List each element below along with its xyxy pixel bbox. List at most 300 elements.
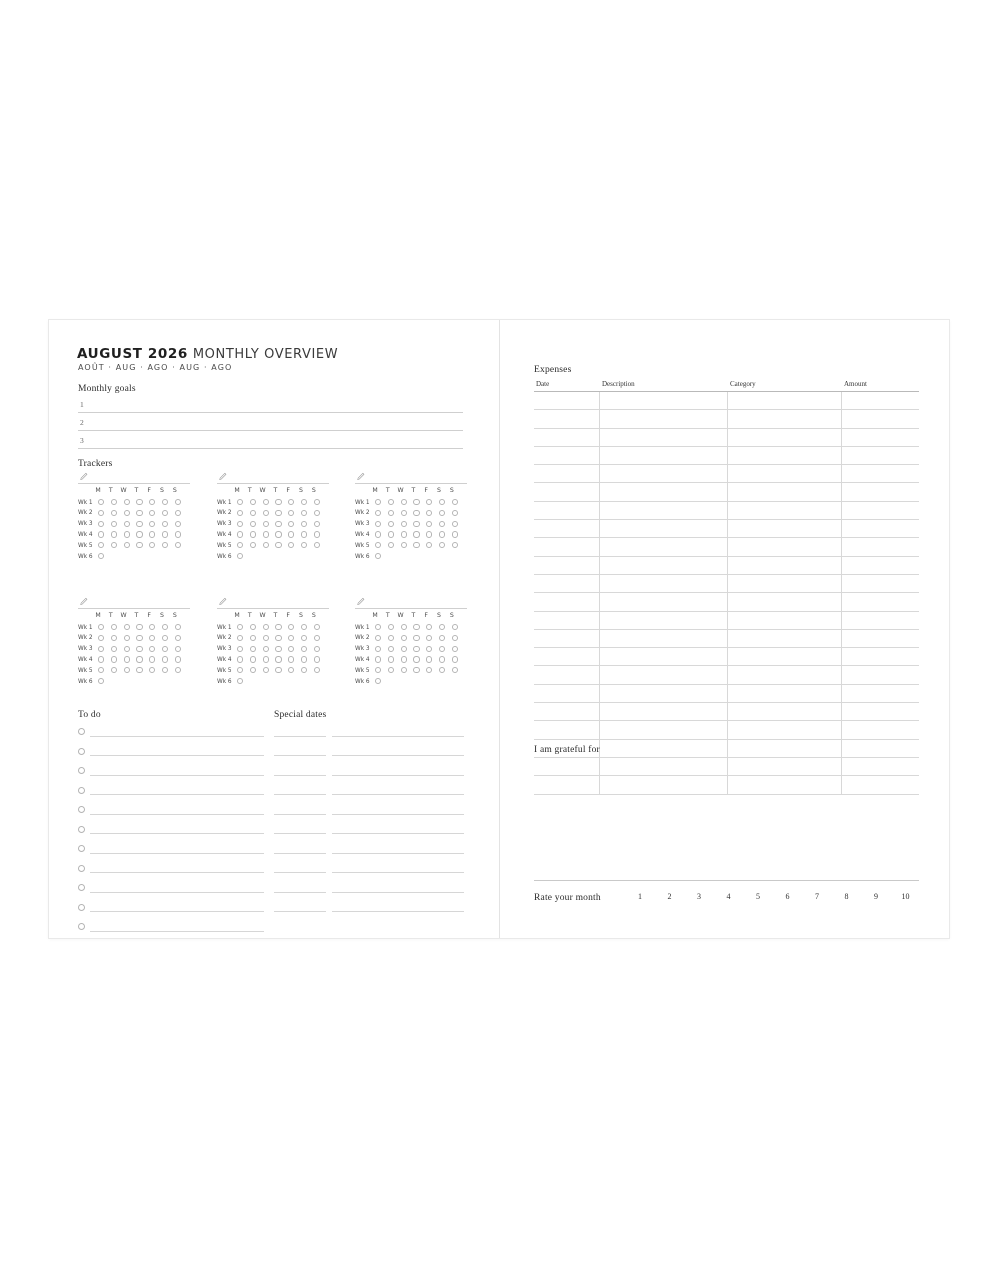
tracker-day-checkbox[interactable] xyxy=(136,656,142,662)
tracker-day-checkbox[interactable] xyxy=(149,624,155,630)
tracker-day-checkbox[interactable] xyxy=(98,542,104,548)
tracker-day-checkbox[interactable] xyxy=(288,531,294,537)
tracker-day-checkbox[interactable] xyxy=(175,499,181,505)
tracker-day-checkbox[interactable] xyxy=(401,510,407,516)
todo-checkbox[interactable] xyxy=(78,826,85,833)
tracker-day-checkbox[interactable] xyxy=(124,656,130,662)
special-date-item[interactable] xyxy=(274,801,464,821)
tracker-day-checkbox[interactable] xyxy=(314,499,320,505)
tracker-day-checkbox[interactable] xyxy=(288,656,294,662)
tracker-day-checkbox[interactable] xyxy=(314,521,320,527)
tracker-day-checkbox[interactable] xyxy=(301,667,307,673)
todo-writing-line[interactable] xyxy=(90,918,264,932)
tracker-day-checkbox[interactable] xyxy=(413,646,419,652)
expenses-row[interactable] xyxy=(534,593,919,611)
tracker-day-checkbox[interactable] xyxy=(301,656,307,662)
tracker-day-checkbox[interactable] xyxy=(250,635,256,641)
expenses-row[interactable] xyxy=(534,630,919,648)
tracker-day-checkbox[interactable] xyxy=(314,667,320,673)
tracker-title-input[interactable] xyxy=(78,472,190,484)
special-date-text-field[interactable] xyxy=(332,782,464,796)
tracker-day-checkbox[interactable] xyxy=(301,510,307,516)
tracker-day-checkbox[interactable] xyxy=(426,499,432,505)
todo-item[interactable] xyxy=(78,879,264,899)
todo-writing-line[interactable] xyxy=(90,860,264,874)
tracker-day-checkbox[interactable] xyxy=(388,531,394,537)
tracker-day-checkbox[interactable] xyxy=(452,646,458,652)
tracker-day-checkbox[interactable] xyxy=(149,667,155,673)
tracker-day-checkbox[interactable] xyxy=(275,510,281,516)
tracker-day-checkbox[interactable] xyxy=(136,667,142,673)
tracker-day-checkbox[interactable] xyxy=(413,499,419,505)
tracker-day-checkbox[interactable] xyxy=(175,635,181,641)
tracker-day-checkbox[interactable] xyxy=(452,635,458,641)
tracker-day-checkbox[interactable] xyxy=(288,499,294,505)
tracker-day-checkbox[interactable] xyxy=(263,510,269,516)
tracker-day-checkbox[interactable] xyxy=(314,542,320,548)
tracker-day-checkbox[interactable] xyxy=(288,521,294,527)
special-date-date-field[interactable] xyxy=(274,821,326,835)
tracker-day-checkbox[interactable] xyxy=(426,656,432,662)
tracker-day-checkbox[interactable] xyxy=(426,624,432,630)
tracker-day-checkbox[interactable] xyxy=(275,656,281,662)
tracker-day-checkbox[interactable] xyxy=(375,542,381,548)
tracker-day-checkbox[interactable] xyxy=(98,667,104,673)
tracker-day-checkbox[interactable] xyxy=(263,624,269,630)
rate-option[interactable]: 4 xyxy=(726,892,731,901)
tracker-day-checkbox[interactable] xyxy=(375,678,381,684)
tracker-day-checkbox[interactable] xyxy=(401,542,407,548)
tracker-day-checkbox[interactable] xyxy=(452,510,458,516)
tracker-day-checkbox[interactable] xyxy=(413,656,419,662)
tracker-day-checkbox[interactable] xyxy=(375,510,381,516)
tracker-day-checkbox[interactable] xyxy=(426,542,432,548)
tracker-day-checkbox[interactable] xyxy=(124,667,130,673)
tracker-day-checkbox[interactable] xyxy=(98,678,104,684)
special-date-item[interactable] xyxy=(274,899,464,919)
rate-option[interactable]: 7 xyxy=(815,892,819,901)
tracker-day-checkbox[interactable] xyxy=(413,667,419,673)
tracker-title-input[interactable] xyxy=(355,472,467,484)
tracker-day-checkbox[interactable] xyxy=(263,656,269,662)
tracker-day-checkbox[interactable] xyxy=(162,542,168,548)
goal-row[interactable] xyxy=(78,397,463,413)
tracker-day-checkbox[interactable] xyxy=(275,624,281,630)
expenses-row[interactable] xyxy=(534,447,919,465)
tracker-day-checkbox[interactable] xyxy=(237,656,243,662)
special-date-date-field[interactable] xyxy=(274,840,326,854)
special-date-text-field[interactable] xyxy=(332,801,464,815)
tracker-day-checkbox[interactable] xyxy=(162,635,168,641)
tracker-day-checkbox[interactable] xyxy=(388,510,394,516)
tracker-day-checkbox[interactable] xyxy=(388,521,394,527)
special-date-item[interactable] xyxy=(274,821,464,841)
tracker-day-checkbox[interactable] xyxy=(175,521,181,527)
tracker-day-checkbox[interactable] xyxy=(375,553,381,559)
tracker-day-checkbox[interactable] xyxy=(237,553,243,559)
tracker-day-checkbox[interactable] xyxy=(111,656,117,662)
expenses-row[interactable] xyxy=(534,685,919,703)
special-date-item[interactable] xyxy=(274,723,464,743)
tracker-day-checkbox[interactable] xyxy=(136,646,142,652)
todo-item[interactable] xyxy=(78,860,264,880)
tracker-day-checkbox[interactable] xyxy=(162,531,168,537)
tracker-day-checkbox[interactable] xyxy=(388,624,394,630)
todo-item[interactable] xyxy=(78,782,264,802)
tracker-day-checkbox[interactable] xyxy=(375,656,381,662)
expenses-row[interactable] xyxy=(534,520,919,538)
expenses-row[interactable] xyxy=(534,538,919,556)
tracker-day-checkbox[interactable] xyxy=(237,678,243,684)
tracker-day-checkbox[interactable] xyxy=(301,531,307,537)
tracker-day-checkbox[interactable] xyxy=(237,499,243,505)
tracker-day-checkbox[interactable] xyxy=(413,531,419,537)
tracker-day-checkbox[interactable] xyxy=(263,521,269,527)
tracker-day-checkbox[interactable] xyxy=(250,667,256,673)
special-date-date-field[interactable] xyxy=(274,899,326,913)
tracker-day-checkbox[interactable] xyxy=(401,531,407,537)
expenses-row[interactable] xyxy=(534,648,919,666)
tracker-day-checkbox[interactable] xyxy=(314,656,320,662)
tracker-day-checkbox[interactable] xyxy=(401,635,407,641)
rate-option[interactable]: 2 xyxy=(667,892,672,901)
tracker-day-checkbox[interactable] xyxy=(237,667,243,673)
tracker-day-checkbox[interactable] xyxy=(136,542,142,548)
tracker-day-checkbox[interactable] xyxy=(237,531,243,537)
tracker-day-checkbox[interactable] xyxy=(301,635,307,641)
tracker-day-checkbox[interactable] xyxy=(413,542,419,548)
tracker-day-checkbox[interactable] xyxy=(124,521,130,527)
tracker-day-checkbox[interactable] xyxy=(275,521,281,527)
todo-checkbox[interactable] xyxy=(78,845,85,852)
special-date-text-field[interactable] xyxy=(332,899,464,913)
tracker-day-checkbox[interactable] xyxy=(237,635,243,641)
tracker-day-checkbox[interactable] xyxy=(263,542,269,548)
special-date-item[interactable] xyxy=(274,879,464,899)
tracker-day-checkbox[interactable] xyxy=(263,646,269,652)
special-date-date-field[interactable] xyxy=(274,782,326,796)
tracker-day-checkbox[interactable] xyxy=(439,510,445,516)
tracker-day-checkbox[interactable] xyxy=(111,542,117,548)
tracker-day-checkbox[interactable] xyxy=(136,531,142,537)
todo-checkbox[interactable] xyxy=(78,884,85,891)
tracker-day-checkbox[interactable] xyxy=(452,656,458,662)
tracker-title-input[interactable] xyxy=(217,472,329,484)
expenses-row[interactable] xyxy=(534,703,919,721)
tracker-day-checkbox[interactable] xyxy=(124,646,130,652)
tracker-day-checkbox[interactable] xyxy=(237,510,243,516)
tracker-day-checkbox[interactable] xyxy=(314,635,320,641)
todo-checkbox[interactable] xyxy=(78,748,85,755)
tracker-day-checkbox[interactable] xyxy=(98,635,104,641)
todo-writing-line[interactable] xyxy=(90,782,264,796)
tracker-day-checkbox[interactable] xyxy=(426,646,432,652)
tracker-day-checkbox[interactable] xyxy=(452,531,458,537)
tracker-day-checkbox[interactable] xyxy=(288,635,294,641)
tracker-day-checkbox[interactable] xyxy=(111,499,117,505)
todo-writing-line[interactable] xyxy=(90,723,264,737)
tracker-day-checkbox[interactable] xyxy=(426,531,432,537)
tracker-day-checkbox[interactable] xyxy=(124,635,130,641)
expenses-row[interactable] xyxy=(534,483,919,501)
tracker-day-checkbox[interactable] xyxy=(111,624,117,630)
todo-item[interactable] xyxy=(78,840,264,860)
tracker-day-checkbox[interactable] xyxy=(175,510,181,516)
tracker-day-checkbox[interactable] xyxy=(149,646,155,652)
special-date-date-field[interactable] xyxy=(274,743,326,757)
tracker-day-checkbox[interactable] xyxy=(388,542,394,548)
tracker-day-checkbox[interactable] xyxy=(237,624,243,630)
tracker-day-checkbox[interactable] xyxy=(263,499,269,505)
tracker-day-checkbox[interactable] xyxy=(263,667,269,673)
tracker-day-checkbox[interactable] xyxy=(111,521,117,527)
expenses-row[interactable] xyxy=(534,776,919,794)
special-date-date-field[interactable] xyxy=(274,801,326,815)
tracker-day-checkbox[interactable] xyxy=(136,499,142,505)
goal-row[interactable] xyxy=(78,433,463,449)
tracker-day-checkbox[interactable] xyxy=(175,624,181,630)
tracker-day-checkbox[interactable] xyxy=(452,521,458,527)
tracker-day-checkbox[interactable] xyxy=(288,624,294,630)
tracker-day-checkbox[interactable] xyxy=(98,656,104,662)
tracker-day-checkbox[interactable] xyxy=(375,531,381,537)
rate-option[interactable]: 5 xyxy=(756,892,760,901)
tracker-day-checkbox[interactable] xyxy=(149,656,155,662)
tracker-day-checkbox[interactable] xyxy=(250,531,256,537)
todo-item[interactable] xyxy=(78,723,264,743)
tracker-day-checkbox[interactable] xyxy=(175,542,181,548)
rate-option[interactable]: 6 xyxy=(785,892,790,901)
special-date-date-field[interactable] xyxy=(274,860,326,874)
tracker-day-checkbox[interactable] xyxy=(314,531,320,537)
tracker-day-checkbox[interactable] xyxy=(439,521,445,527)
todo-writing-line[interactable] xyxy=(90,879,264,893)
tracker-day-checkbox[interactable] xyxy=(263,635,269,641)
tracker-day-checkbox[interactable] xyxy=(401,499,407,505)
rate-option[interactable]: 9 xyxy=(874,892,878,901)
todo-item[interactable] xyxy=(78,899,264,919)
tracker-day-checkbox[interactable] xyxy=(149,542,155,548)
todo-checkbox[interactable] xyxy=(78,923,85,930)
tracker-day-checkbox[interactable] xyxy=(314,624,320,630)
tracker-day-checkbox[interactable] xyxy=(111,667,117,673)
tracker-day-checkbox[interactable] xyxy=(413,521,419,527)
tracker-day-checkbox[interactable] xyxy=(263,531,269,537)
tracker-day-checkbox[interactable] xyxy=(375,499,381,505)
tracker-day-checkbox[interactable] xyxy=(149,531,155,537)
tracker-day-checkbox[interactable] xyxy=(175,667,181,673)
tracker-title-input[interactable] xyxy=(78,597,190,609)
tracker-day-checkbox[interactable] xyxy=(426,667,432,673)
todo-writing-line[interactable] xyxy=(90,762,264,776)
special-date-item[interactable] xyxy=(274,782,464,802)
special-date-text-field[interactable] xyxy=(332,879,464,893)
expenses-row[interactable] xyxy=(534,410,919,428)
tracker-day-checkbox[interactable] xyxy=(388,667,394,673)
tracker-day-checkbox[interactable] xyxy=(124,499,130,505)
tracker-day-checkbox[interactable] xyxy=(401,624,407,630)
tracker-day-checkbox[interactable] xyxy=(452,542,458,548)
tracker-day-checkbox[interactable] xyxy=(413,635,419,641)
tracker-day-checkbox[interactable] xyxy=(275,531,281,537)
tracker-day-checkbox[interactable] xyxy=(426,521,432,527)
tracker-day-checkbox[interactable] xyxy=(250,510,256,516)
tracker-day-checkbox[interactable] xyxy=(111,635,117,641)
tracker-day-checkbox[interactable] xyxy=(162,656,168,662)
special-date-item[interactable] xyxy=(274,762,464,782)
expenses-row[interactable] xyxy=(534,575,919,593)
special-date-date-field[interactable] xyxy=(274,762,326,776)
tracker-day-checkbox[interactable] xyxy=(250,499,256,505)
special-date-text-field[interactable] xyxy=(332,762,464,776)
expenses-row[interactable] xyxy=(534,465,919,483)
expenses-row[interactable] xyxy=(534,758,919,776)
tracker-day-checkbox[interactable] xyxy=(98,646,104,652)
tracker-day-checkbox[interactable] xyxy=(136,521,142,527)
tracker-day-checkbox[interactable] xyxy=(452,499,458,505)
tracker-day-checkbox[interactable] xyxy=(175,656,181,662)
expenses-row[interactable] xyxy=(534,392,919,410)
tracker-day-checkbox[interactable] xyxy=(401,656,407,662)
tracker-day-checkbox[interactable] xyxy=(426,635,432,641)
special-date-item[interactable] xyxy=(274,860,464,880)
todo-checkbox[interactable] xyxy=(78,865,85,872)
tracker-day-checkbox[interactable] xyxy=(98,553,104,559)
tracker-day-checkbox[interactable] xyxy=(439,542,445,548)
tracker-day-checkbox[interactable] xyxy=(275,646,281,652)
tracker-day-checkbox[interactable] xyxy=(388,635,394,641)
tracker-day-checkbox[interactable] xyxy=(111,531,117,537)
todo-item[interactable] xyxy=(78,762,264,782)
tracker-day-checkbox[interactable] xyxy=(124,542,130,548)
tracker-day-checkbox[interactable] xyxy=(124,510,130,516)
rate-option[interactable]: 10 xyxy=(901,892,910,901)
todo-item[interactable] xyxy=(78,918,264,938)
tracker-day-checkbox[interactable] xyxy=(250,646,256,652)
tracker-day-checkbox[interactable] xyxy=(439,499,445,505)
tracker-day-checkbox[interactable] xyxy=(275,499,281,505)
tracker-day-checkbox[interactable] xyxy=(401,646,407,652)
tracker-day-checkbox[interactable] xyxy=(237,542,243,548)
tracker-day-checkbox[interactable] xyxy=(388,646,394,652)
tracker-title-input[interactable] xyxy=(217,597,329,609)
tracker-day-checkbox[interactable] xyxy=(98,531,104,537)
special-date-text-field[interactable] xyxy=(332,840,464,854)
expenses-row[interactable] xyxy=(534,721,919,739)
tracker-day-checkbox[interactable] xyxy=(237,521,243,527)
tracker-day-checkbox[interactable] xyxy=(111,646,117,652)
tracker-day-checkbox[interactable] xyxy=(439,667,445,673)
tracker-day-checkbox[interactable] xyxy=(162,499,168,505)
tracker-day-checkbox[interactable] xyxy=(452,624,458,630)
tracker-day-checkbox[interactable] xyxy=(439,624,445,630)
tracker-day-checkbox[interactable] xyxy=(301,624,307,630)
tracker-title-input[interactable] xyxy=(355,597,467,609)
expenses-row[interactable] xyxy=(534,502,919,520)
tracker-day-checkbox[interactable] xyxy=(149,521,155,527)
expenses-row[interactable] xyxy=(534,666,919,684)
tracker-day-checkbox[interactable] xyxy=(250,521,256,527)
tracker-day-checkbox[interactable] xyxy=(111,510,117,516)
special-date-text-field[interactable] xyxy=(332,860,464,874)
rate-option[interactable]: 1 xyxy=(638,892,642,901)
todo-checkbox[interactable] xyxy=(78,787,85,794)
tracker-day-checkbox[interactable] xyxy=(98,624,104,630)
tracker-day-checkbox[interactable] xyxy=(288,646,294,652)
tracker-day-checkbox[interactable] xyxy=(439,646,445,652)
tracker-day-checkbox[interactable] xyxy=(439,656,445,662)
tracker-day-checkbox[interactable] xyxy=(288,542,294,548)
tracker-day-checkbox[interactable] xyxy=(375,521,381,527)
tracker-day-checkbox[interactable] xyxy=(275,635,281,641)
special-date-text-field[interactable] xyxy=(332,821,464,835)
special-date-text-field[interactable] xyxy=(332,743,464,757)
todo-writing-line[interactable] xyxy=(90,840,264,854)
tracker-day-checkbox[interactable] xyxy=(136,635,142,641)
tracker-day-checkbox[interactable] xyxy=(375,635,381,641)
goal-row[interactable] xyxy=(78,415,463,431)
tracker-day-checkbox[interactable] xyxy=(136,510,142,516)
tracker-day-checkbox[interactable] xyxy=(250,656,256,662)
tracker-day-checkbox[interactable] xyxy=(452,667,458,673)
todo-checkbox[interactable] xyxy=(78,904,85,911)
tracker-day-checkbox[interactable] xyxy=(136,624,142,630)
expenses-row[interactable] xyxy=(534,612,919,630)
special-date-text-field[interactable] xyxy=(332,723,464,737)
todo-writing-line[interactable] xyxy=(90,899,264,913)
special-date-item[interactable] xyxy=(274,743,464,763)
tracker-day-checkbox[interactable] xyxy=(237,646,243,652)
tracker-day-checkbox[interactable] xyxy=(301,646,307,652)
tracker-day-checkbox[interactable] xyxy=(375,624,381,630)
todo-item[interactable] xyxy=(78,801,264,821)
tracker-day-checkbox[interactable] xyxy=(149,510,155,516)
tracker-day-checkbox[interactable] xyxy=(250,624,256,630)
tracker-day-checkbox[interactable] xyxy=(175,531,181,537)
tracker-day-checkbox[interactable] xyxy=(426,510,432,516)
tracker-day-checkbox[interactable] xyxy=(388,499,394,505)
tracker-day-checkbox[interactable] xyxy=(162,646,168,652)
todo-writing-line[interactable] xyxy=(90,743,264,757)
expenses-row[interactable] xyxy=(534,557,919,575)
tracker-day-checkbox[interactable] xyxy=(149,635,155,641)
tracker-day-checkbox[interactable] xyxy=(301,542,307,548)
tracker-day-checkbox[interactable] xyxy=(162,521,168,527)
tracker-day-checkbox[interactable] xyxy=(124,624,130,630)
todo-writing-line[interactable] xyxy=(90,801,264,815)
tracker-day-checkbox[interactable] xyxy=(314,646,320,652)
tracker-day-checkbox[interactable] xyxy=(250,542,256,548)
todo-checkbox[interactable] xyxy=(78,767,85,774)
tracker-day-checkbox[interactable] xyxy=(301,499,307,505)
tracker-day-checkbox[interactable] xyxy=(288,510,294,516)
special-date-item[interactable] xyxy=(274,840,464,860)
tracker-day-checkbox[interactable] xyxy=(439,531,445,537)
tracker-day-checkbox[interactable] xyxy=(301,521,307,527)
tracker-day-checkbox[interactable] xyxy=(275,667,281,673)
tracker-day-checkbox[interactable] xyxy=(401,521,407,527)
special-date-date-field[interactable] xyxy=(274,879,326,893)
tracker-day-checkbox[interactable] xyxy=(175,646,181,652)
tracker-day-checkbox[interactable] xyxy=(413,510,419,516)
tracker-day-checkbox[interactable] xyxy=(388,656,394,662)
tracker-day-checkbox[interactable] xyxy=(439,635,445,641)
tracker-day-checkbox[interactable] xyxy=(98,499,104,505)
tracker-day-checkbox[interactable] xyxy=(162,624,168,630)
tracker-day-checkbox[interactable] xyxy=(375,646,381,652)
tracker-day-checkbox[interactable] xyxy=(124,531,130,537)
tracker-day-checkbox[interactable] xyxy=(314,510,320,516)
